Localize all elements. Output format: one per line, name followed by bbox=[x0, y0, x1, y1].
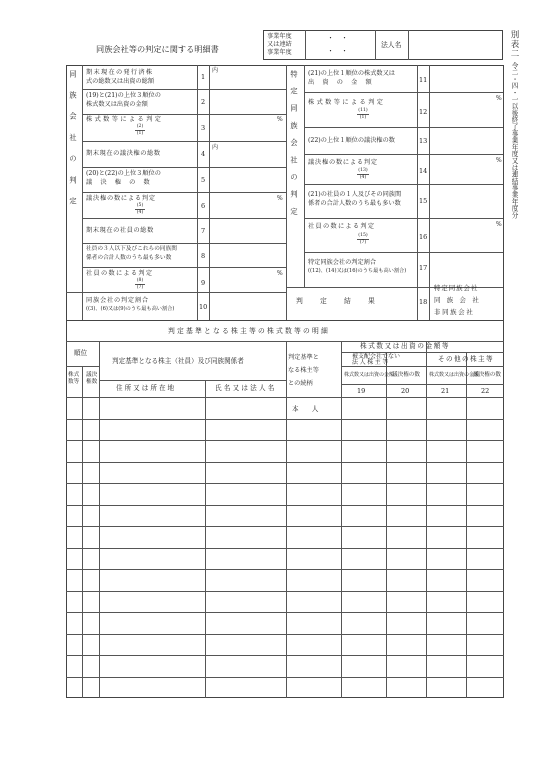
row10-label-b: ((3)、(6)又は(9)のうち最も高い割合) bbox=[86, 306, 175, 312]
table-row-line bbox=[66, 634, 504, 635]
row3-frac-top: (2) bbox=[136, 124, 144, 129]
row5-label-b: 議 決 権 の 数 bbox=[86, 179, 151, 186]
row15-label-a: (21)の社員の１人及びその同族関 bbox=[308, 191, 402, 198]
table-row-line bbox=[66, 569, 504, 570]
non-controlled-header-a: 被支配会社でない bbox=[352, 353, 401, 360]
row16-frac-top: (15) bbox=[358, 233, 368, 238]
side-label: 別表二 bbox=[509, 30, 519, 59]
row17-no: 17 bbox=[419, 264, 428, 272]
row9-frac-top: (8) bbox=[136, 278, 144, 283]
row12-label: 株式数等による判定 bbox=[308, 99, 386, 106]
name-label: 氏名又は法人名 bbox=[215, 384, 277, 392]
row7-no: 7 bbox=[201, 227, 206, 235]
row17-label-a: 特定同族会社の判定割合 bbox=[308, 259, 377, 266]
row14-no: 14 bbox=[419, 167, 428, 175]
col-no-19: 19 bbox=[357, 387, 366, 395]
row6-frac-bottom: (4) bbox=[136, 210, 144, 215]
page-title: 同族会社等の判定に関する明細書 bbox=[96, 44, 219, 54]
table-row-line bbox=[66, 677, 504, 678]
row8-label-b: 係者の合計人数のうち最も多い数 bbox=[86, 255, 172, 261]
row16-label: 社員の数による判定 bbox=[308, 223, 376, 230]
row4-label: 期末現在の議決権の総数 bbox=[86, 150, 161, 157]
row11-label-a: (21)の上位１順位の株式数又は bbox=[308, 70, 395, 77]
row6-unit: % bbox=[277, 195, 283, 202]
row2-label-a: (19)と(21)の上位３順位の bbox=[86, 92, 161, 99]
table-row-line bbox=[66, 419, 504, 420]
table-row-line bbox=[66, 548, 504, 549]
row14-unit: % bbox=[496, 157, 502, 164]
rank-votes-b: 権数 bbox=[86, 379, 98, 385]
row11-label-b: 出 資 の 金 額 bbox=[308, 79, 373, 86]
bottom-title: 判定基準となる株主等の株式数等の明細 bbox=[168, 327, 330, 335]
row10-no: 10 bbox=[199, 303, 208, 311]
row6-no: 6 bbox=[201, 202, 206, 210]
col-no-21: 21 bbox=[441, 387, 450, 395]
row16-no: 16 bbox=[419, 233, 428, 241]
table-row-line bbox=[66, 462, 504, 463]
period-label-2: 又は連結 bbox=[267, 41, 292, 48]
period-label-1: 事業年度 bbox=[267, 33, 292, 40]
result-option-2[interactable]: 同 族 会 社 bbox=[434, 296, 479, 304]
row11-no: 11 bbox=[419, 76, 428, 84]
row9-no: 9 bbox=[201, 279, 206, 287]
col-shares-21: 株式数又は出資の金額 bbox=[429, 372, 480, 378]
table-row-line bbox=[66, 505, 504, 506]
row14-frac-bottom: (4) bbox=[359, 175, 367, 180]
non-controlled-header-b: 法人株主等 bbox=[352, 359, 391, 366]
period-end-date[interactable]: ・ ・ bbox=[327, 47, 348, 55]
row7-label: 期末現在の社員の総数 bbox=[86, 227, 154, 234]
table-row-line bbox=[66, 655, 504, 656]
row14-label: 議決権の数による判定 bbox=[308, 159, 378, 166]
row3-unit: % bbox=[277, 116, 283, 123]
table-row-line bbox=[66, 526, 504, 527]
result-option-1[interactable]: 特定同族会社 bbox=[434, 284, 479, 292]
first-relation: 本 人 bbox=[292, 405, 319, 413]
row13-label: (22)の上位１順位の議決権の数 bbox=[308, 137, 395, 144]
row6-frac-top: (5) bbox=[136, 203, 144, 208]
row10-label-a: 同族会社の判定割合 bbox=[86, 297, 149, 304]
row1-no: 1 bbox=[201, 73, 206, 81]
row16-frac-bottom: (7) bbox=[359, 240, 367, 245]
row12-frac-top: (11) bbox=[358, 108, 368, 113]
row2-no: 2 bbox=[201, 98, 206, 106]
col-no-20: 20 bbox=[401, 387, 410, 395]
row12-no: 12 bbox=[419, 108, 428, 116]
row9-label: 社員の数による判定 bbox=[86, 270, 154, 277]
col-shares-19: 株式数又は出資の金額 bbox=[344, 372, 395, 378]
right-group-label: 特定同族会社の判定 bbox=[290, 70, 299, 225]
col-votes-22: 議決権の数 bbox=[473, 372, 501, 378]
rank-label: 順位 bbox=[74, 349, 88, 357]
row1-label-a: 期末現在の発行済株 bbox=[86, 69, 154, 76]
holder-label: 判定基準となる株主（社員）及び同族関係者 bbox=[112, 357, 244, 365]
table-row-line bbox=[66, 591, 504, 592]
address-label: 住所又は所在地 bbox=[116, 384, 177, 392]
relation-label-c: との続柄 bbox=[288, 380, 313, 387]
row12-frac-bottom: (1) bbox=[359, 115, 367, 120]
result-label: 判 定 結 果 bbox=[296, 297, 376, 305]
result-no: 18 bbox=[419, 298, 428, 306]
row13-no: 13 bbox=[419, 137, 428, 145]
row3-label: 株式数等による判定 bbox=[86, 116, 164, 123]
row3-no: 3 bbox=[201, 124, 206, 132]
relation-label-b: なる株主等 bbox=[288, 367, 319, 374]
row5-label-a: (20)と(22)の上位３順位の bbox=[86, 170, 161, 177]
other-header: その他の株主等 bbox=[438, 355, 494, 363]
row3-frac-bottom: (1) bbox=[136, 131, 144, 136]
row2-label-b: 株式数又は出資の金額 bbox=[86, 101, 148, 108]
row16-unit: % bbox=[496, 221, 502, 228]
amount-header: 株式数又は出資の金額等 bbox=[360, 342, 451, 350]
row12-unit: % bbox=[496, 95, 502, 102]
main-form-frame bbox=[66, 65, 504, 698]
left-group-label: 同族会社の判定 bbox=[69, 70, 78, 219]
rank-shares-a: 株式 bbox=[68, 372, 80, 378]
row1-label-b: 式の総数又は出資の総額 bbox=[86, 78, 155, 85]
row8-no: 8 bbox=[201, 252, 206, 260]
row1-prefix: 内 bbox=[212, 67, 219, 74]
row14-frac-top: (13) bbox=[358, 168, 368, 173]
table-row-line bbox=[66, 440, 504, 441]
period-start-date[interactable]: ・ ・ bbox=[327, 34, 348, 42]
row15-no: 15 bbox=[419, 197, 428, 205]
col-no-22: 22 bbox=[481, 387, 490, 395]
row6-label: 議決権の数による判定 bbox=[86, 195, 156, 202]
row4-prefix: 内 bbox=[212, 144, 219, 151]
table-row-line bbox=[66, 612, 504, 613]
rank-shares-b: 数等 bbox=[68, 379, 80, 385]
table-row-line bbox=[66, 483, 504, 484]
rank-votes-a: 議決 bbox=[86, 372, 98, 378]
row5-no: 5 bbox=[201, 176, 206, 184]
row17-label-b: ((12)、(14)又は(16)のうち最も高い割合) bbox=[308, 268, 407, 274]
row4-no: 4 bbox=[201, 150, 206, 158]
row8-label-a: 社員の３人以下及びこれらの同族関 bbox=[86, 246, 177, 252]
side-note: 令二・四・一以後終了事業年度又は連結事業年度分 bbox=[510, 62, 518, 219]
row9-unit: % bbox=[277, 270, 283, 277]
corp-name-label: 法人名 bbox=[381, 41, 402, 49]
row15-label-b: 係者の合計人数のうち最も多い数 bbox=[308, 200, 401, 207]
period-label-3: 事業年度 bbox=[267, 49, 292, 56]
result-option-3[interactable]: 非同族会社 bbox=[434, 308, 475, 316]
col-votes-20: 議決権の数 bbox=[392, 372, 420, 378]
relation-label-a: 判定基準と bbox=[288, 354, 319, 361]
row9-frac-bottom: (7) bbox=[136, 285, 144, 290]
